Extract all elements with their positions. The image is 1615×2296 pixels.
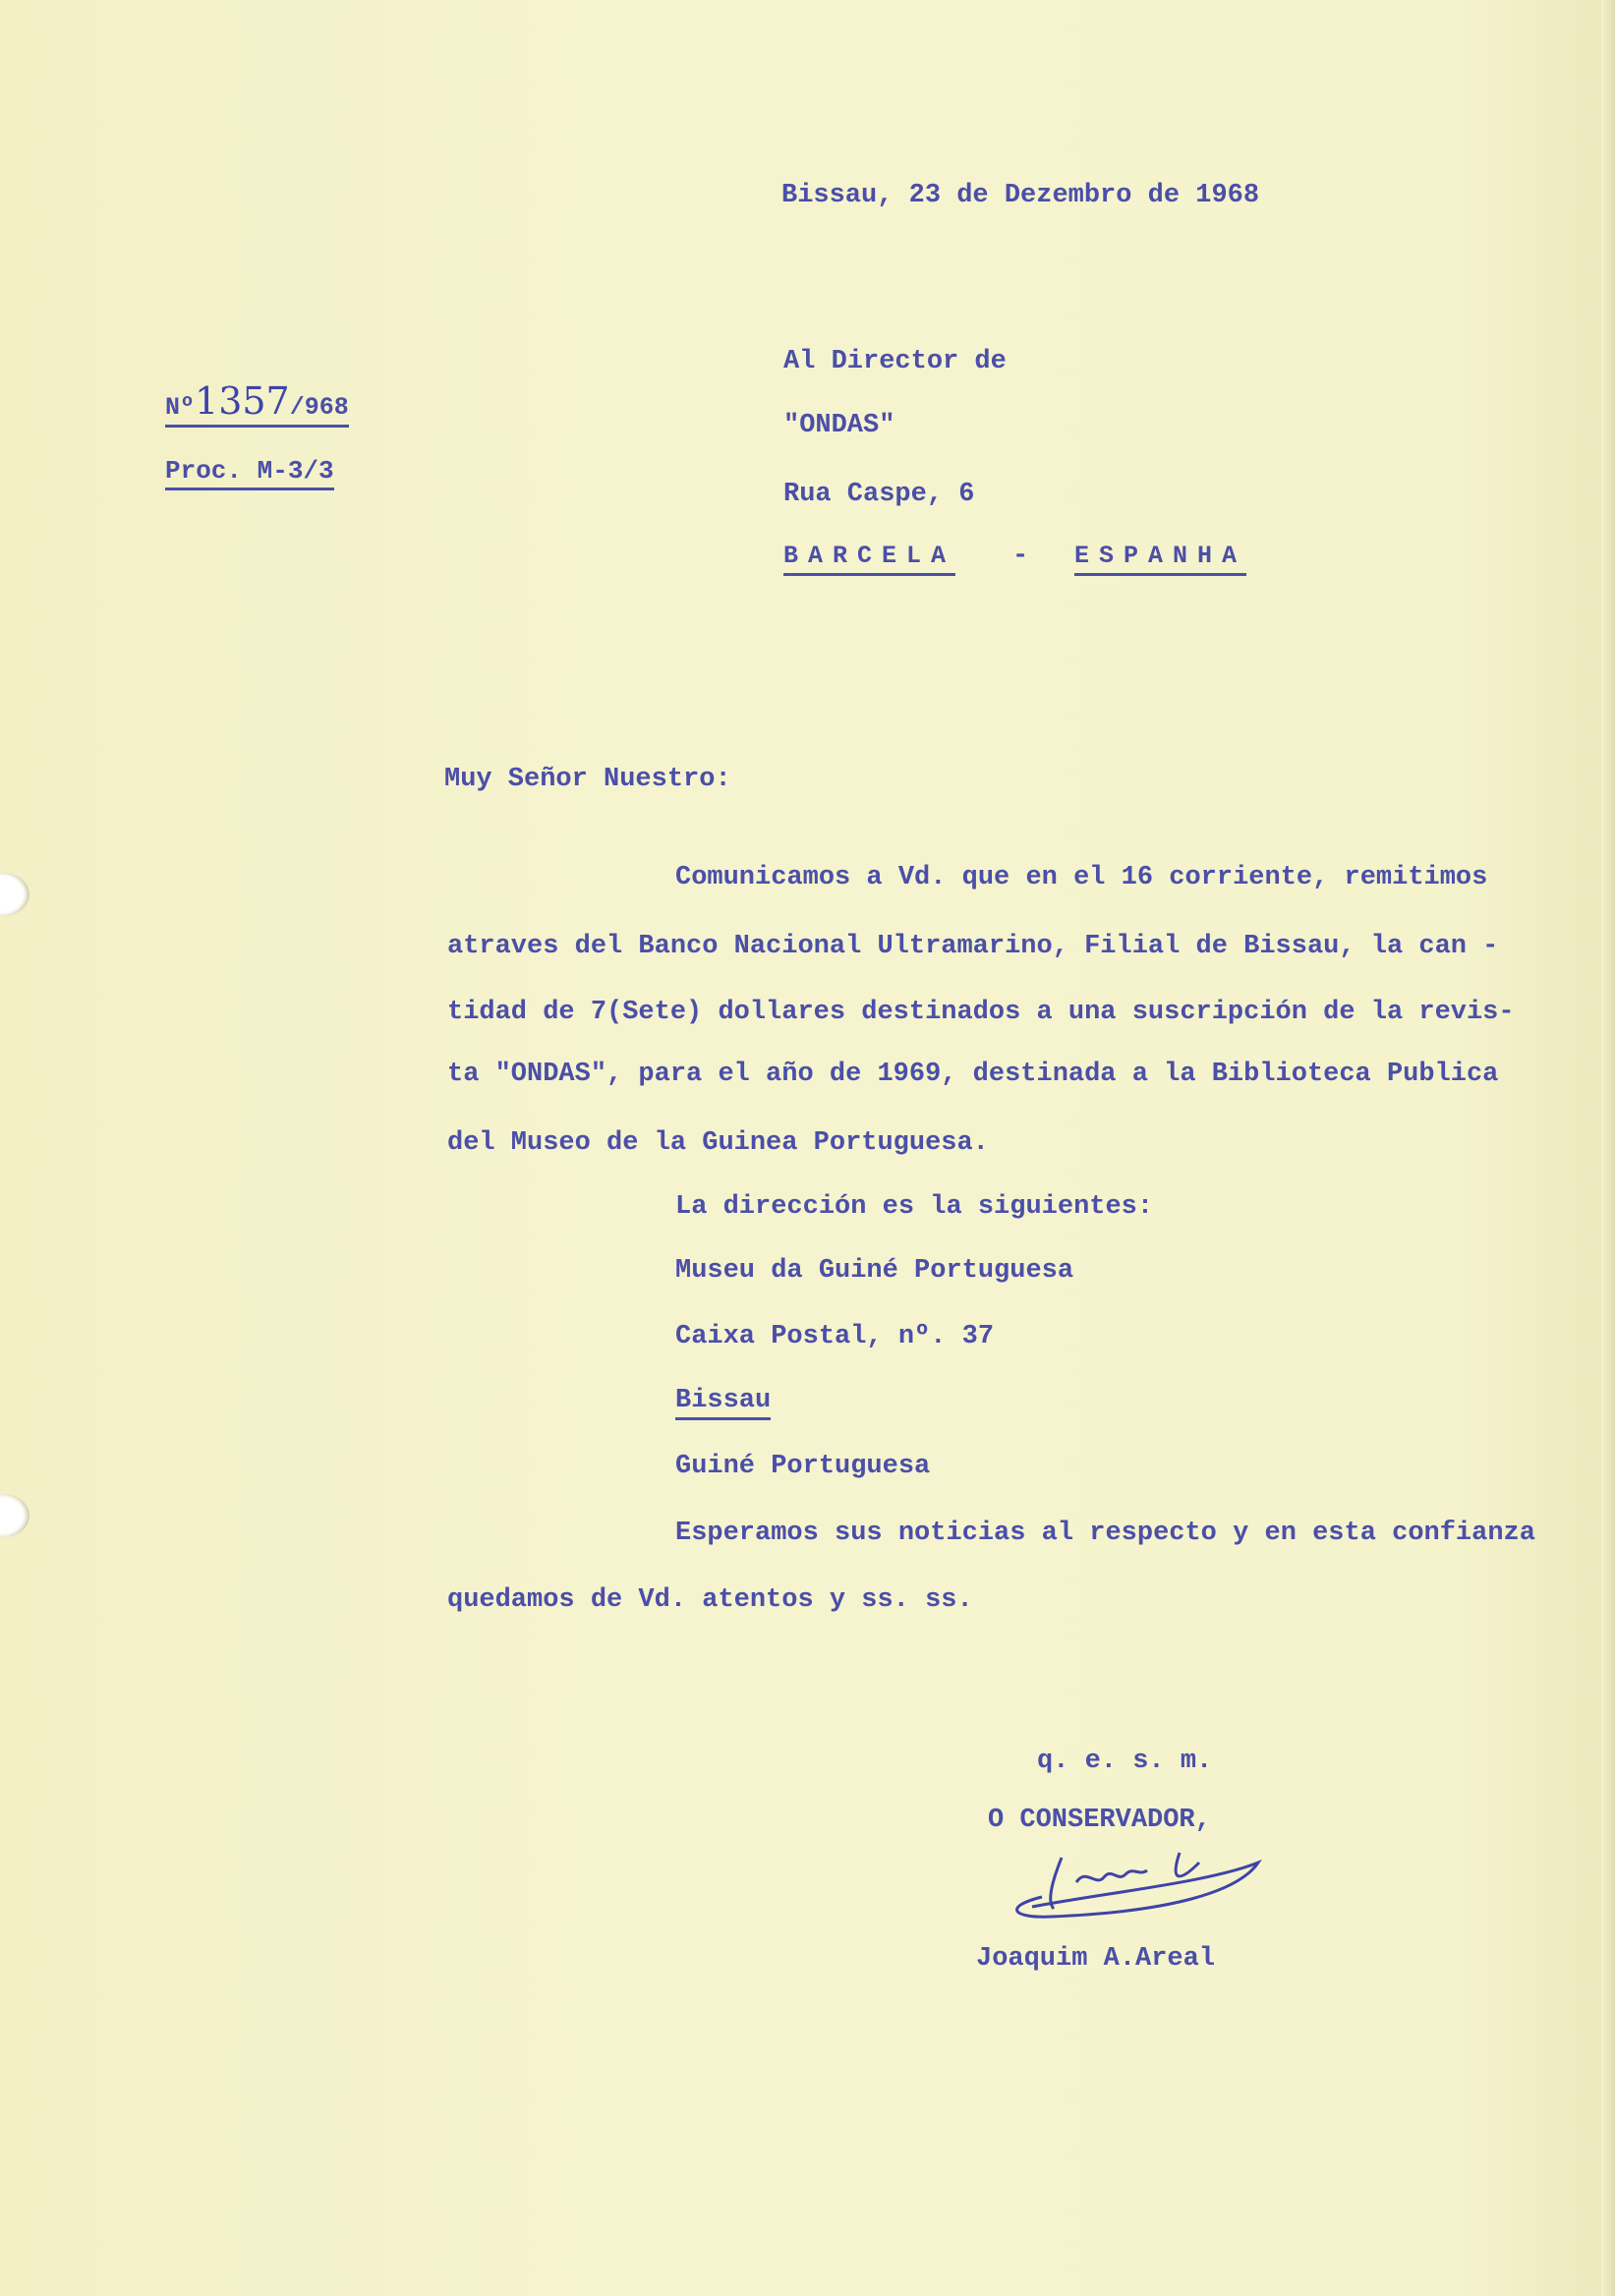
closing-abbrev: q. e. s. m. [1037, 1747, 1213, 1776]
closing-line: quedamos de Vd. atentos y ss. ss. [447, 1585, 973, 1615]
closing-line: Esperamos sus noticias al respecto y en esta confianza [675, 1519, 1535, 1548]
handwritten-number: 1357 [195, 379, 290, 423]
salutation: Muy Señor Nuestro: [444, 765, 731, 794]
recipient-line-2: "ONDAS" [783, 411, 895, 440]
process-reference: Proc. M-3/3 [165, 455, 334, 490]
address-intro: La dirección es la siguientes: [675, 1192, 1154, 1222]
paragraph-line: tidad de 7(Sete) dollares destinados a una suscripción de la revis- [447, 998, 1515, 1027]
address-line: Guiné Portuguesa [675, 1452, 931, 1481]
signatory-name: Joaquim A.Areal [976, 1944, 1216, 1974]
date-line: Bissau, 23 de Dezembro de 1968 [781, 181, 1260, 210]
punch-hole [0, 873, 29, 916]
paragraph-line: Comunicamos a Vd. que en el 16 corriente, remitimos [675, 863, 1488, 892]
address-line: Bissau [675, 1385, 771, 1420]
recipient-country: ESPANHA [1074, 541, 1246, 576]
paragraph-line: del Museo de la Guinea Portuguesa. [447, 1128, 989, 1158]
address-line: Caixa Postal, nº. 37 [675, 1322, 995, 1351]
handwritten-signature [993, 1838, 1278, 1936]
recipient-separator: - [1012, 542, 1029, 571]
reference-number [165, 379, 349, 428]
reference-suffix: /968 [289, 393, 349, 422]
reference-prefix: Nº [165, 393, 196, 422]
paper-edge [1601, 0, 1615, 2296]
punch-hole [0, 1494, 29, 1537]
address-line: Museu da Guiné Portuguesa [675, 1256, 1074, 1286]
paragraph-line: ta "ONDAS", para el año de 1969, destinada a la Biblioteca Publica [447, 1060, 1499, 1089]
recipient-line-1: Al Director de [783, 347, 1007, 376]
recipient-line-3: Rua Caspe, 6 [783, 480, 975, 509]
recipient-city: BARCELA [783, 541, 955, 576]
signatory-title: O CONSERVADOR, [988, 1806, 1211, 1835]
paragraph-line: atraves del Banco Nacional Ultramarino, Filial de Bissau, la can - [447, 932, 1499, 961]
